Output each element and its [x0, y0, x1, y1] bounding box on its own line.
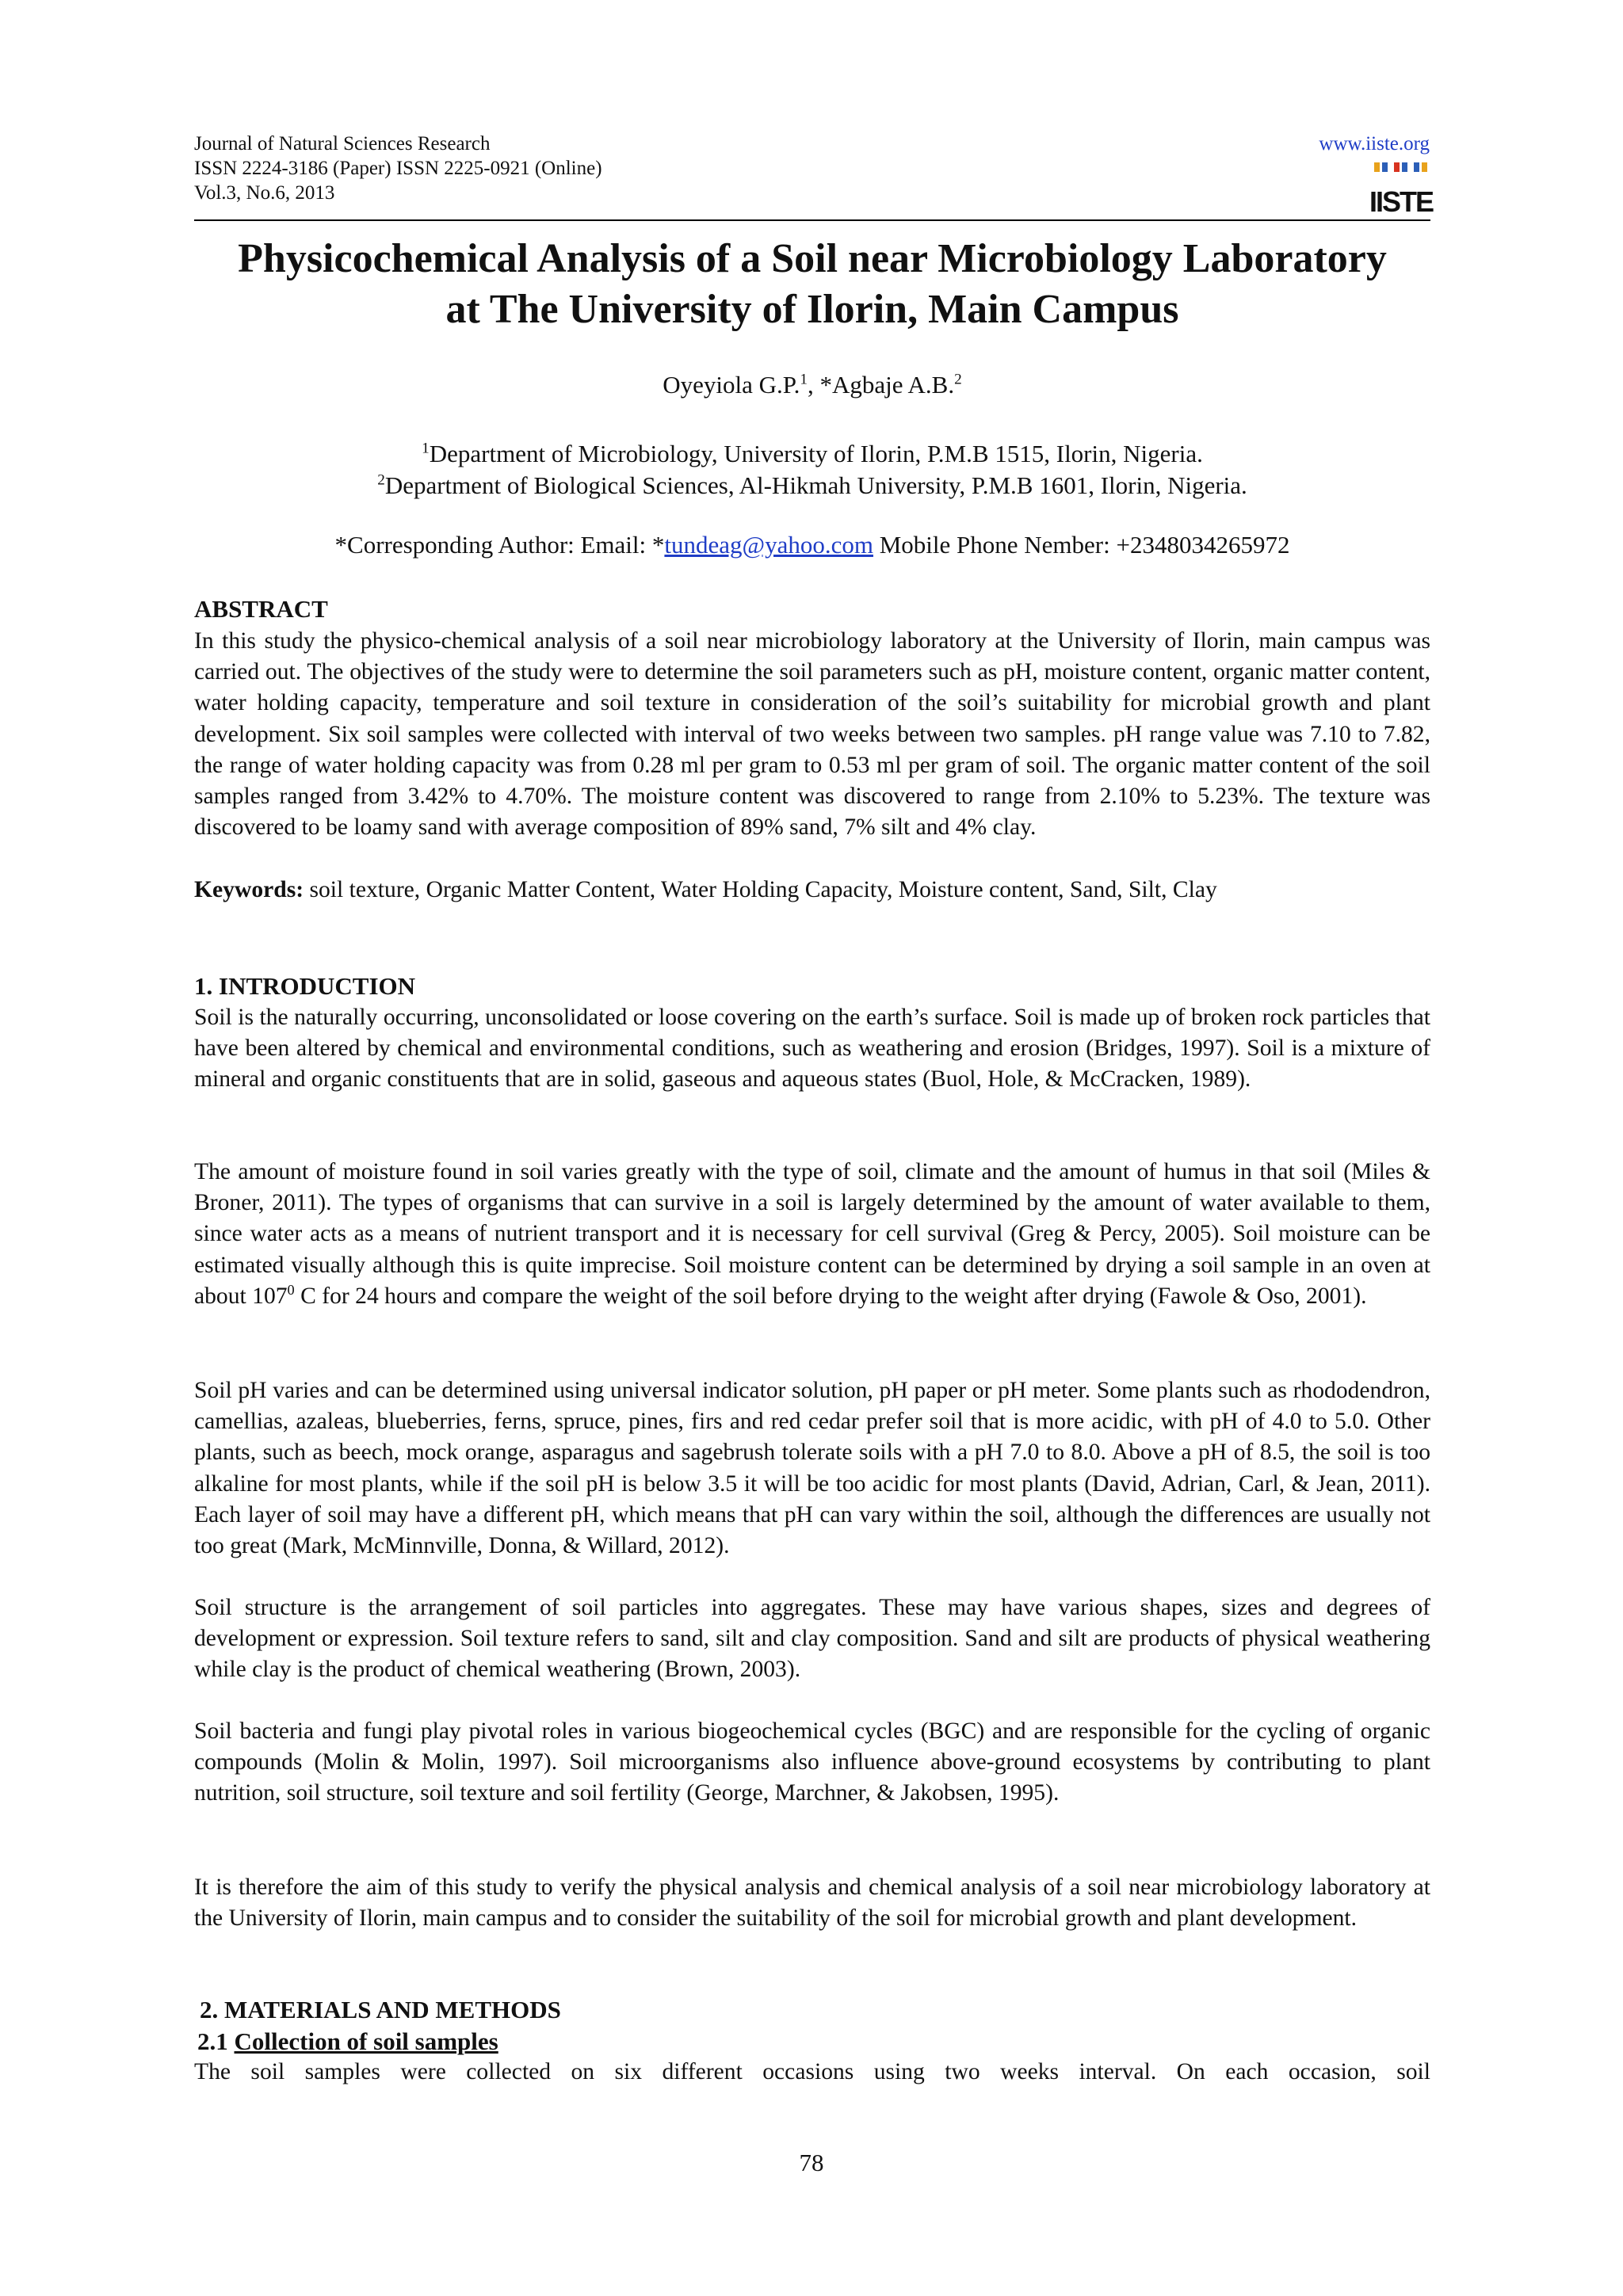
page-number: 78 [799, 2149, 824, 2176]
keywords-label: Keywords: [194, 877, 304, 902]
introduction-heading: 1. INTRODUCTION [194, 972, 416, 1000]
journal-header [194, 132, 602, 205]
intro-paragraph-2-text-a: The amount of moisture found in soil varies greatly with the type of soil, climate and the amount of humus in that soil (Miles & Broner, 2011). The types of organisms that can survive in a soil is largely determined by the amount of water available to them, since water acts as a means of nutrient transport and it is necessary for cell survival (Greg & Percy, 2005). Soil moisture can be estimated visually although this is quite imprecise. Soil moisture content can be determined by drying a soil sample in an oven at about 107 [194, 1159, 1430, 1309]
corresponding-phone: Mobile Phone Nember: +2348034265972 [873, 531, 1290, 559]
iiste-logo [1369, 161, 1434, 218]
abstract-heading: ABSTRACT [194, 595, 328, 623]
intro-paragraph-1: Soil is the naturally occurring, unconsolidated or loose covering on the earth’s surface. Soil is made up of broken rock particles that have been altered by chemical and environmental conditions, such as weathering and erosion (Bridges, 1997). Soil is a mixture of mineral and organic constituents that are in solid, gaseous and aqueous states (Buol, Hole, & McCracken, 1989). [194, 1005, 1430, 1093]
journal-volume: Vol.3, No.6, 2013 [194, 182, 335, 204]
author-list [194, 369, 1430, 401]
subsection-number: 2.1 [197, 2027, 235, 2055]
title-line-2: at The University of Ilorin, Main Campus [445, 287, 1179, 332]
affiliation-1-text: Department of Microbiology, University of Ilorin, P.M.B 1515, Ilorin, Nigeria. [429, 440, 1203, 467]
author-separator: , [807, 371, 820, 399]
header-divider [194, 219, 1430, 221]
journal-name: Journal of Natural Sciences Research [194, 133, 491, 154]
journal-issn: ISSN 2224-3186 (Paper) ISSN 2225-0921 (Online) [194, 158, 602, 179]
intro-paragraph-3: Soil pH varies and can be determined using universal indicator solution, pH paper or pH meter. Some plants such as rhododendron, camellias, azaleas, blueberries, ferns, spruce, pines, firs and red cedar prefer soil that is more acidic, with pH of 4.0 to 5.0. Other plants, such as beech, mock orange, asparagus and sagebrush tolerate soils with a pH 7.0 to 8.0. Above a pH of 8.5, the soil is too alkaline for most plants, while if the soil pH is below 3.5 it will be too acidic for most plants (David, Adrian, Carl, & Jean, 2011). Each layer of soil may have a different pH, which means that pH can vary within the soil, although the differences are usually not too great (Mark, McMinnville, Donna, & Willard, 2012). [194, 1378, 1430, 1559]
author-2: *Agbaje A.B. [819, 371, 955, 399]
intro-paragraph-5: Soil bacteria and fungi play pivotal roles in various biogeochemical cycles (BGC) and are responsible for the cycling of organic compounds (Molin & Molin, 1997). Soil microorganisms also influence above-ground ecosystems by contributing to plant nutrition, soil structure, soil texture and soil fertility (George, Marchner, & Jakobsen, 1995). [194, 1718, 1430, 1806]
author-1-affiliation-mark: 1 [800, 371, 808, 388]
methods-paragraph-1: The soil samples were collected on six different occasions using two weeks interval. On each occasion, soil [194, 2059, 1430, 2084]
author-2-affiliation-mark: 2 [954, 371, 962, 388]
keywords-list: soil texture, Organic Matter Content, Water Holding Capacity, Moisture content, Sand, Silt, Clay [304, 877, 1217, 902]
intro-paragraph-2-text-b: C for 24 hours and compare the weight of the soil before drying to the weight after drying (Fawole & Oso, 2001). [294, 1283, 1367, 1309]
subsection-title: Collection of soil samples [234, 2027, 498, 2055]
abstract-text: In this study the physico-chemical analysis of a soil near microbiology laboratory at the University of Ilorin, main campus was carried out. The objectives of the study were to determine the soil parameters such as pH, moisture content, organic matter content, water holding capacity, temperature and soil texture in consideration of the soil’s suitability for microbial growth and plant development. Six soil samples were collected with interval of two weeks between two samples. pH range value was 7.10 to 7.82, the range of water holding capacity was from 0.28 ml per gram to 0.53 ml per gram of soil. The organic matter content of the soil samples ranged from 3.42% to 4.70%. The moisture content was discovered to range from 2.10% to 5.23%. The texture was discovered to be loamy sand with average composition of 89% sand, 7% silt and 4% clay. [194, 628, 1430, 841]
intro-paragraph-6: It is therefore the aim of this study to verify the physical analysis and chemical analysis of a soil near microbiology laboratory at the University of Ilorin, main campus and to consider the suitability of the soil for microbial growth and plant development. [194, 1875, 1430, 1932]
author-1: Oyeyiola G.P. [663, 371, 800, 399]
corresponding-author [194, 529, 1430, 561]
affiliation-1-mark: 1 [422, 440, 430, 457]
journal-url-link[interactable]: www.iiste.org [1319, 133, 1430, 154]
affiliation-2-text: Department of Biological Sciences, Al-Hikmah University, P.M.B 1601, Ilorin, Nigeria. [384, 471, 1247, 499]
affiliation-1 [194, 438, 1430, 470]
affiliation-2-mark: 2 [377, 471, 385, 489]
logo-lettering: IISTE [1369, 185, 1434, 218]
intro-paragraph-2 [194, 1157, 1430, 1312]
corresponding-prefix: *Corresponding Author: Email: * [334, 531, 665, 559]
paper-title [194, 234, 1430, 335]
subsection-heading-2-1 [197, 2026, 498, 2057]
degree-superscript: 0 [287, 1281, 295, 1298]
affiliation-2 [194, 470, 1430, 502]
keywords [194, 875, 1430, 906]
methods-heading: 2. MATERIALS AND METHODS [200, 1996, 561, 2023]
intro-paragraph-4: Soil structure is the arrangement of soil particles into aggregates. These may have various shapes, sizes and degrees of development or expression. Soil texture refers to sand, silt and clay composition. Sand and silt are products of physical weathering while clay is the product of chemical weathering (Brown, 2003). [194, 1595, 1430, 1683]
email-link[interactable]: tundeag@yahoo.com [664, 531, 873, 559]
title-line-1: Physicochemical Analysis of a Soil near Microbiology Laboratory [238, 236, 1387, 281]
